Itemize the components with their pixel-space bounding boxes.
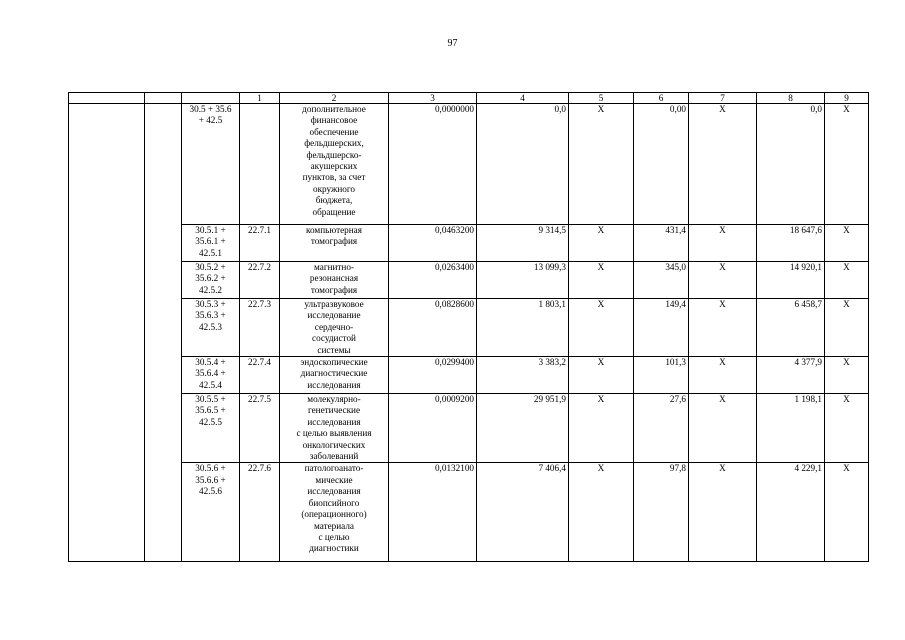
code-cell: 30.5.6 + 35.6.6 + 42.5.6 <box>182 463 240 562</box>
value-cell-col3: 0,0828600 <box>389 299 477 357</box>
value-cell-col4: 13 099,3 <box>477 262 569 299</box>
page-number: 97 <box>447 38 458 49</box>
merged-cell-blank-left-b <box>145 104 182 562</box>
value-cell-col3: 0,0299400 <box>389 357 477 394</box>
value-cell-col7: Х <box>689 357 757 394</box>
value-cell-col7: Х <box>689 104 757 225</box>
value-cell-col9: Х <box>825 262 869 299</box>
value-cell-col8: 14 920,1 <box>757 262 825 299</box>
header-cell-blank-b <box>145 93 182 104</box>
row-number-cell: 22.7.4 <box>240 357 280 394</box>
row-number-cell <box>240 104 280 225</box>
value-cell-col9: Х <box>825 225 869 262</box>
header-cell: 6 <box>634 93 689 104</box>
row-number-cell: 22.7.3 <box>240 299 280 357</box>
code-cell: 30.5.4 + 35.6.4 + 42.5.4 <box>182 357 240 394</box>
header-cell: 2 <box>280 93 389 104</box>
value-cell-col8: 1 198,1 <box>757 394 825 463</box>
row-number-cell: 22.7.6 <box>240 463 280 562</box>
description-cell: ультразвуковое исследование сердечно- сосудистой системы <box>280 299 389 357</box>
value-cell-col7: Х <box>689 299 757 357</box>
value-cell-col5: Х <box>569 225 634 262</box>
header-cell: 3 <box>389 93 477 104</box>
table-header-row <box>69 93 869 104</box>
value-cell-col3: 0,0263400 <box>389 262 477 299</box>
code-cell: 30.5.3 + 35.6.3 + 42.5.3 <box>182 299 240 357</box>
table-row <box>69 104 869 225</box>
value-cell-col3: 0,0009200 <box>389 394 477 463</box>
table-body <box>69 93 869 562</box>
value-cell-col5: Х <box>569 357 634 394</box>
header-cell-blank-a <box>69 93 145 104</box>
value-cell-col6: 0,00 <box>634 104 689 225</box>
value-cell-col6: 27,6 <box>634 394 689 463</box>
header-cell: 9 <box>825 93 869 104</box>
description-cell: патологоанато- мические исследования биопсийного (операционного) материала с целью диагностики <box>280 463 389 562</box>
table-row <box>69 299 869 357</box>
code-cell: 30.5.1 + 35.6.1 + 42.5.1 <box>182 225 240 262</box>
value-cell-col7: Х <box>689 394 757 463</box>
value-cell-col3: 0,0000000 <box>389 104 477 225</box>
table-row <box>69 357 869 394</box>
value-cell-col9: Х <box>825 299 869 357</box>
value-cell-col5: Х <box>569 394 634 463</box>
description-cell: молекулярно- генетические исследования с целью выявления онкологических заболеваний <box>280 394 389 463</box>
value-cell-col6: 431,4 <box>634 225 689 262</box>
value-cell-col9: Х <box>825 463 869 562</box>
description-cell: дополнительное финансовое обеспечение фельдшерских, фельдшерско- акушерских пунктов, за счет окружного бюджета, обращение <box>280 104 389 225</box>
merged-cell-blank-left-a <box>69 104 145 562</box>
value-cell-col4: 0,0 <box>477 104 569 225</box>
value-cell-col6: 101,3 <box>634 357 689 394</box>
description-cell: магнитно- резонансная томография <box>280 262 389 299</box>
table-row <box>69 262 869 299</box>
value-cell-col8: 4 229,1 <box>757 463 825 562</box>
value-cell-col9: Х <box>825 394 869 463</box>
header-cell: 5 <box>569 93 634 104</box>
data-table <box>68 92 869 562</box>
value-cell-col3: 0,0463200 <box>389 225 477 262</box>
value-cell-col5: Х <box>569 299 634 357</box>
description-cell: эндоскопические диагностические исследования <box>280 357 389 394</box>
header-cell: 4 <box>477 93 569 104</box>
value-cell-col9: Х <box>825 104 869 225</box>
value-cell-col9: Х <box>825 357 869 394</box>
value-cell-col4: 1 803,1 <box>477 299 569 357</box>
value-cell-col7: Х <box>689 463 757 562</box>
value-cell-col6: 97,8 <box>634 463 689 562</box>
value-cell-col4: 3 383,2 <box>477 357 569 394</box>
header-cell: 1 <box>240 93 280 104</box>
value-cell-col4: 9 314,5 <box>477 225 569 262</box>
table-row <box>69 463 869 562</box>
table-row <box>69 225 869 262</box>
value-cell-col5: Х <box>569 262 634 299</box>
value-cell-col8: 0,0 <box>757 104 825 225</box>
code-cell: 30.5 + 35.6 + 42.5 <box>182 104 240 225</box>
row-number-cell: 22.7.1 <box>240 225 280 262</box>
header-cell: 8 <box>757 93 825 104</box>
value-cell-col3: 0,0132100 <box>389 463 477 562</box>
value-cell-col7: Х <box>689 262 757 299</box>
row-number-cell: 22.7.2 <box>240 262 280 299</box>
code-cell: 30.5.5 + 35.6.5 + 42.5.5 <box>182 394 240 463</box>
value-cell-col5: Х <box>569 463 634 562</box>
value-cell-col4: 7 406,4 <box>477 463 569 562</box>
header-cell-blank-c <box>182 93 240 104</box>
value-cell-col8: 6 458,7 <box>757 299 825 357</box>
table-row <box>69 394 869 463</box>
value-cell-col6: 345,0 <box>634 262 689 299</box>
value-cell-col6: 149,4 <box>634 299 689 357</box>
value-cell-col7: Х <box>689 225 757 262</box>
value-cell-col8: 18 647,6 <box>757 225 825 262</box>
value-cell-col5: Х <box>569 104 634 225</box>
description-cell: компьютерная томография <box>280 225 389 262</box>
header-cell: 7 <box>689 93 757 104</box>
row-number-cell: 22.7.5 <box>240 394 280 463</box>
code-cell: 30.5.2 + 35.6.2 + 42.5.2 <box>182 262 240 299</box>
value-cell-col4: 29 951,9 <box>477 394 569 463</box>
value-cell-col8: 4 377,9 <box>757 357 825 394</box>
